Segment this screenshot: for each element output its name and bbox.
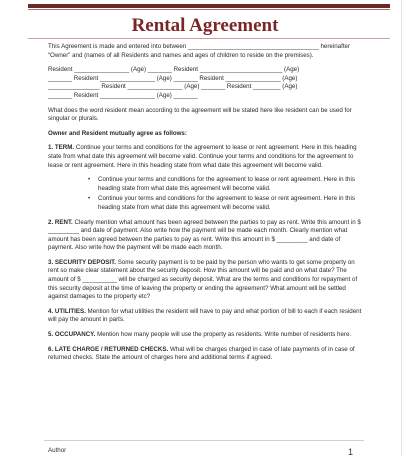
late-charge-text: What will be charges charged in case of late payments of in case of returned checks. State the amount of charges here and additional terms if agreed. [48, 345, 355, 362]
page-edge [401, 0, 402, 456]
page-number: 1 [348, 447, 354, 456]
term-section [48, 144, 363, 170]
utilities-section [48, 308, 363, 325]
footer-rule [44, 440, 364, 441]
title-underline [28, 38, 390, 39]
rent-section [48, 219, 363, 253]
resident-line: _______ Resident ________________ (Age) _______ [48, 91, 198, 99]
document-title: Rental Agreement [131, 15, 279, 36]
occupancy-section [48, 331, 363, 340]
deposit-section [48, 259, 363, 302]
rent-text: Clearly mention what amount has been agreed between the parties to pay as rent. Write this amount in $ _________ and date of payment. Also write how the payment will be made each month. Clearly mention what amount has been agreed between the parties to pay as rent. Write this amount in $ _________ and date of payment. Also write how the payment will be made each month. [48, 218, 361, 252]
footer-author: Author [48, 447, 67, 454]
intro-paragraph: This Agreement is made and entered into between ______________________________________ hereinafter “Owner” and (names of all Residents and names and ages of children to reside on the premises). [48, 43, 351, 59]
resident-lines [48, 66, 363, 100]
utilities-text: Mention for what utilities the resident will have to pay and what portion of bill to each if each resident will pay the amount in parts. [48, 307, 362, 324]
header-rule-thin [28, 9, 390, 10]
resident-line: _______ Resident ________________ (Age) _______ Resident ________________ (Age) [48, 74, 298, 82]
late-charge-section [48, 346, 363, 363]
deposit-text: Some security payment is to be paid by the person who wants to get some property on rent so make clear statement about the security deposit. How this amount will be paid and on what date? The amount of $ __________ will be charged as security deposit. What are the terms and conditions for repayment of this security deposit at the time of leaving the property or ending the agreement? What amount will be settled against damages to the property etc? [48, 258, 358, 301]
rent-heading: 2. RENT. [48, 218, 73, 226]
document-body [48, 43, 363, 369]
term-bullets [88, 176, 363, 212]
late-charge-heading: 6. LATE CHARGE / RETURNED CHECKS. [48, 345, 169, 353]
occupancy-heading: 5. OCCUPANCY. [48, 331, 96, 339]
list-item: • Continue your terms and conditions for the agreement to lease or rent agreement. Here in this heading state from what date this agreement will become valid. [88, 195, 363, 212]
list-item: • Continue your terms and conditions for the agreement to lease or rent agreement. Here in this heading state from what date this agreement will become valid. [88, 176, 363, 193]
deposit-heading: 3. SECURITY DEPOSIT. [48, 258, 116, 266]
occupancy-text: Mention how many people will use the property as residents. Write number of residents here. [95, 331, 352, 339]
term-text: Continue your terms and conditions for the agreement to lease or rent agreement. Here in this heading state from what date this agreement will become valid. Continue your terms and conditions for the agreement to lease or rent agreement. Here in this heading state from what date this agreement will become valid. [48, 144, 357, 169]
resident-line: _______________ Resident ________________ (Age) _______ Resident ________ (Age) [48, 83, 298, 91]
header-rule [28, 4, 390, 8]
resident-line: Resident ________________ (Age) _______ Resident ________________________ (Age) [48, 66, 300, 74]
resident-definition: What does the word resident mean according to the agreement will be stated here like resident can be used for singular or plurals. [48, 106, 352, 123]
utilities-heading: 4. UTILITIES. [48, 307, 86, 315]
term-heading: 1. TERM. [48, 144, 75, 152]
agree-heading: Owner and Resident mutually agree as follows: [48, 129, 187, 137]
